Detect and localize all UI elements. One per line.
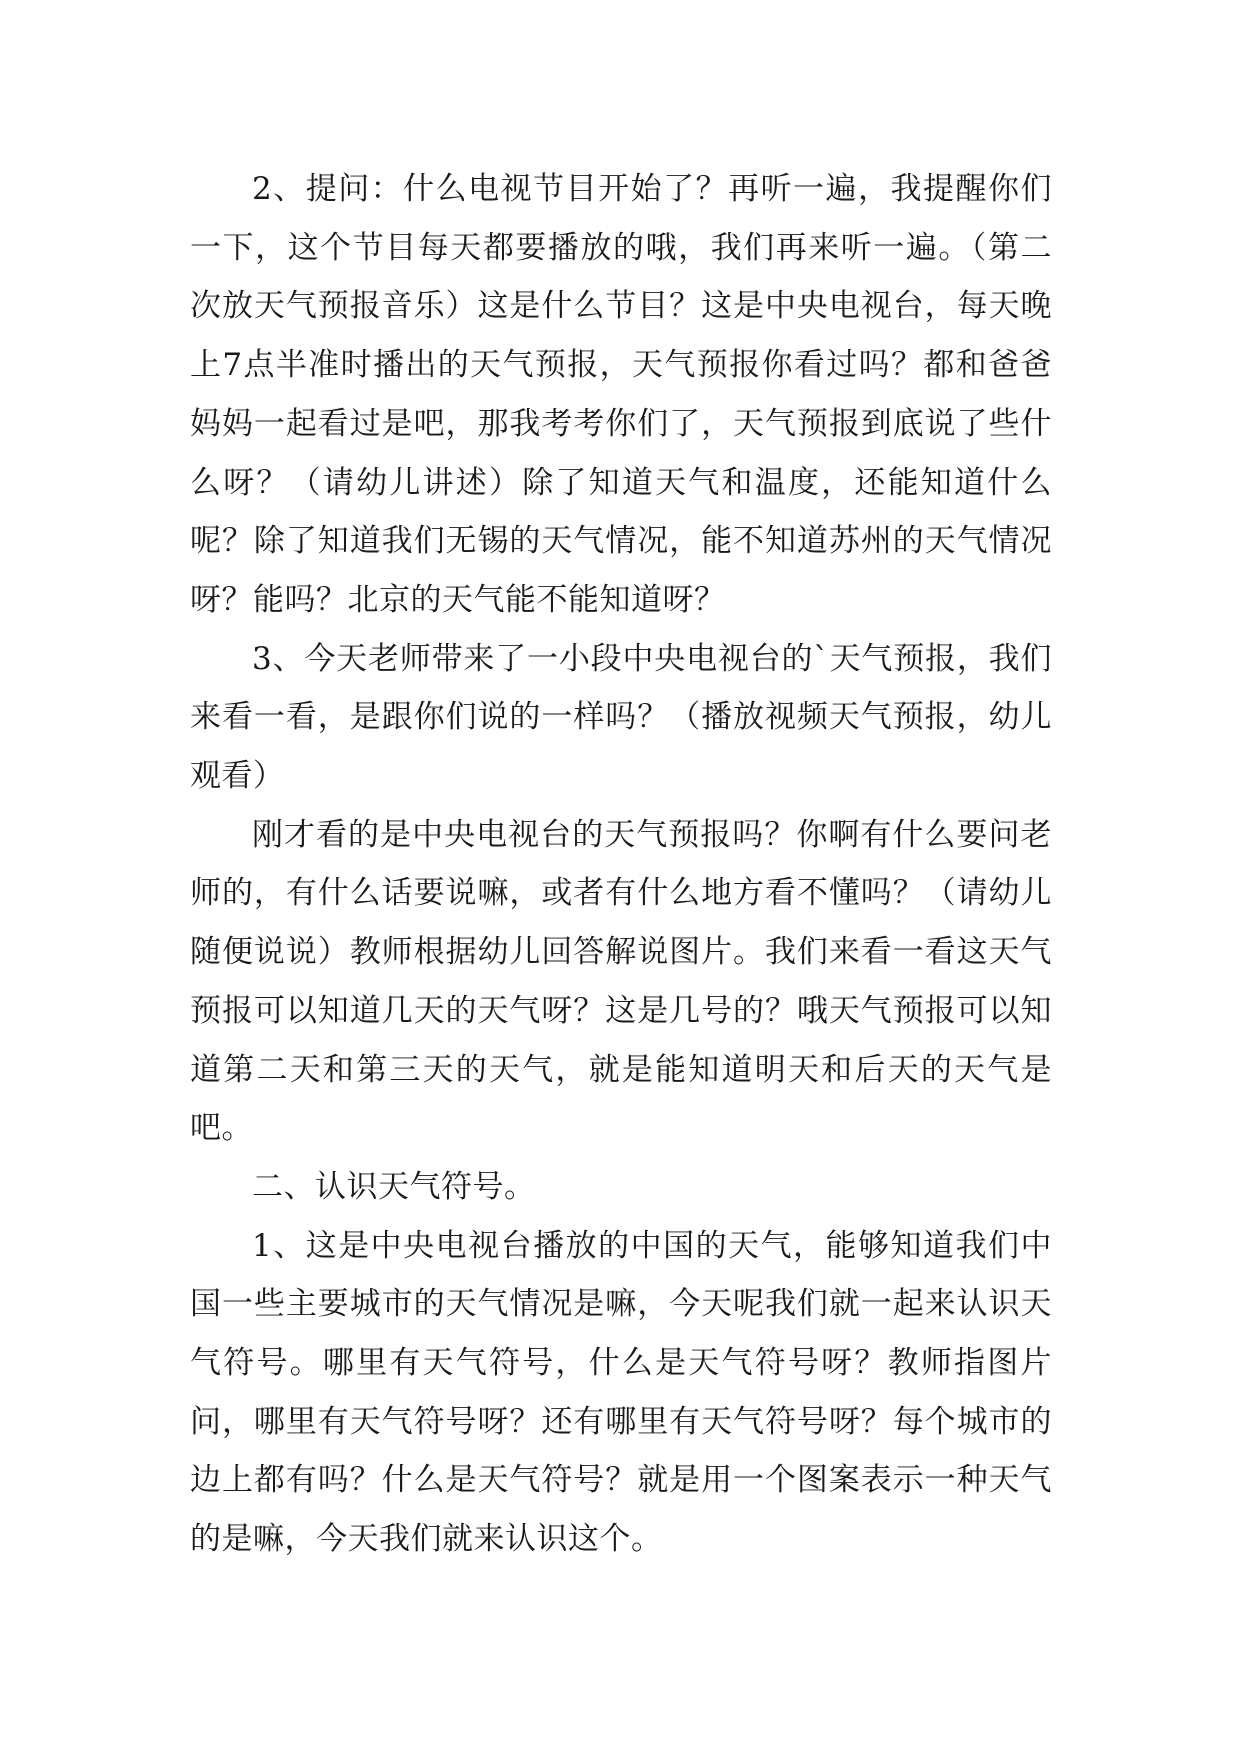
paragraph-after-watching: 刚才看的是中央电视台的天气预报吗？你啊有什么要问老师的，有什么话要说嘛，或者有什么地方看不懂吗？（请幼儿随便说说）教师根据幼儿回答解说图片。我们来看一看这天气预报可以知道几天的天气呀？这是几号的？哦天气预报可以知道第二天和第三天的天气，就是能知道明天和后天的天气是吧。 bbox=[190, 816, 1052, 1147]
section-heading-weather-symbols: 二、认识天气符号。 bbox=[252, 1168, 536, 1205]
paragraph-question-2: 2、提问：什么电视节目开始了？再听一遍，我提醒你们一下，这个节目每天都要播放的哦，我们再来听一遍。（第二次放天气预报音乐）这是什么节目？这是中央电视台，每天晚上7点半准时播出的天气预报，天气预报你看过吗？都和爸爸妈妈一起看过是吧，那我考考你们了，天气预报到底说了些什么呀？（请幼儿讲述）除了知道天气和温度，还能知道什么呢？除了知道我们无锡的天气情况，能不知道苏州的天气情况呀？能吗？北京的天气能不能知道呀？ bbox=[190, 171, 1052, 618]
paragraph-symbols-1: 1、这是中央电视台播放的中国的天气，能够知道我们中国一些主要城市的天气情况是嘛，今天呢我们就一起来认识天气符号。哪里有天气符号，什么是天气符号呀？教师指图片问，哪里有天气符号呀？还有哪里有天气符号呀？每个城市的边上都有吗？什么是天气符号？就是用一个图案表示一种天气的是嘛，今天我们就来认识这个。 bbox=[190, 1227, 1052, 1558]
paragraph-question-3: 3、今天老师带来了一小段中央电视台的`天气预报，我们来看一看，是跟你们说的一样吗？（播放视频天气预报，幼儿观看） bbox=[190, 640, 1052, 795]
document-body bbox=[190, 160, 1052, 1569]
